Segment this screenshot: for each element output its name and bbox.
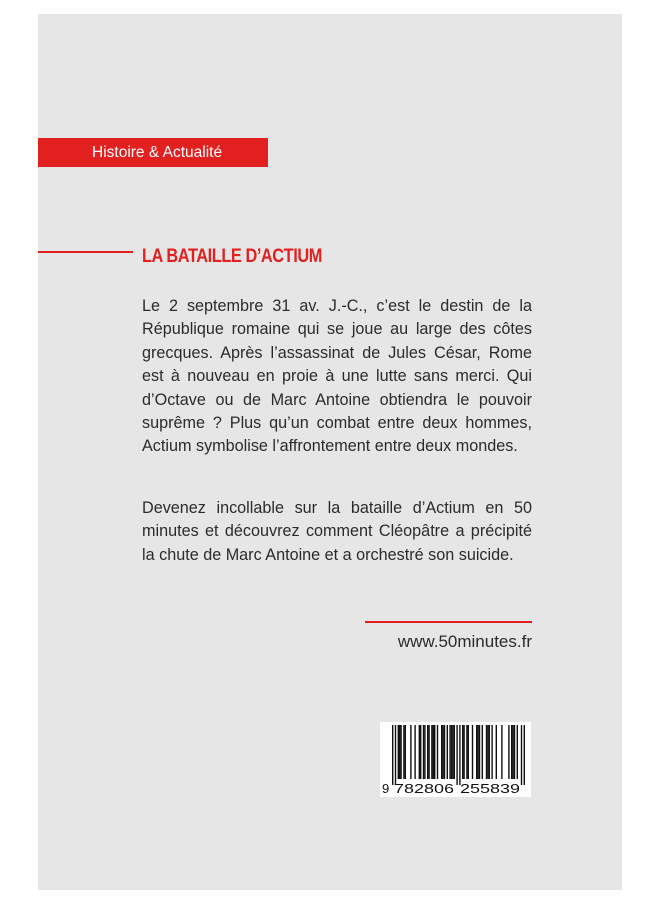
barcode-bar bbox=[447, 725, 448, 779]
barcode-bar bbox=[449, 725, 450, 779]
website-rule bbox=[365, 621, 532, 623]
barcode-bar bbox=[399, 725, 400, 779]
barcode-bars bbox=[392, 725, 525, 785]
barcode-bar bbox=[517, 725, 518, 779]
barcode-bar bbox=[451, 725, 452, 779]
summary-text-1: Le 2 septembre 31 av. J.-C., c’est le destin de la République romaine qui se joue au large des côtes grecques. Après l’assassinat de Jules César, Rome est à nouveau en proie à une lutte sans merci. Qui d’Octave ou de Marc Antoine obtiendra le pouvoir suprême ? Plus qu’un combat entre deux hommes, Actium symbolise l’affrontement entre deux mondes. bbox=[142, 297, 532, 456]
summary-paragraph-1 bbox=[142, 295, 532, 459]
barcode-bar bbox=[456, 725, 457, 785]
book-title: LA BATAILLE D’ACTIUM bbox=[142, 246, 322, 267]
barcode-bar bbox=[511, 725, 512, 779]
barcode-bar bbox=[472, 725, 473, 779]
barcode-bar bbox=[512, 725, 513, 779]
barcode-bar bbox=[452, 725, 453, 779]
website-link[interactable]: www.50minutes.fr bbox=[397, 632, 532, 651]
collection-band bbox=[38, 138, 268, 167]
barcode-bar bbox=[462, 725, 463, 779]
barcode-bar bbox=[420, 725, 421, 779]
barcode-bar bbox=[459, 725, 460, 785]
barcode-bar bbox=[428, 725, 429, 779]
barcode-bar bbox=[468, 725, 469, 779]
barcode-first-digit: 9 bbox=[382, 781, 390, 796]
barcode-bar bbox=[514, 725, 515, 779]
barcode-bar bbox=[437, 725, 438, 779]
barcode-bar bbox=[433, 725, 434, 779]
barcode-bar bbox=[414, 725, 415, 779]
barcode-bar bbox=[496, 725, 497, 779]
summary-paragraph-2 bbox=[142, 497, 532, 567]
barcode-bar bbox=[491, 725, 492, 779]
barcode-left-digits: 782806 bbox=[394, 781, 454, 796]
barcode-bar bbox=[476, 725, 477, 779]
barcode-bar bbox=[521, 725, 522, 785]
isbn-barcode bbox=[380, 722, 531, 797]
barcode-bar bbox=[508, 725, 509, 779]
barcode-bar bbox=[444, 725, 445, 779]
barcode-bar bbox=[487, 725, 488, 779]
collection-label: Histoire & Actualité bbox=[92, 144, 223, 161]
barcode-bar bbox=[524, 725, 525, 785]
barcode-bar bbox=[431, 725, 432, 779]
barcode-bar bbox=[489, 725, 490, 779]
barcode-right-digits: 255839 bbox=[460, 781, 520, 796]
barcode-bar bbox=[395, 725, 396, 785]
barcode-bar bbox=[477, 725, 478, 779]
barcode-bar bbox=[392, 725, 393, 785]
barcode-bar bbox=[423, 725, 424, 779]
barcode-bar bbox=[466, 725, 467, 779]
barcode-bar bbox=[442, 725, 443, 779]
barcode-graphic bbox=[380, 722, 531, 797]
barcode-bar bbox=[482, 725, 483, 779]
barcode-bar bbox=[486, 725, 487, 779]
barcode-bar bbox=[410, 725, 411, 779]
barcode-bar bbox=[403, 725, 404, 779]
barcode-bar bbox=[398, 725, 399, 779]
summary-text-2: Devenez incollable sur la bataille d’Actium en 50 minutes et découvrez comment Cléopâtre a précipité la chute de Marc Antoine et a orchestré son suicide. bbox=[142, 499, 532, 564]
barcode-bar bbox=[427, 725, 428, 779]
barcode-bar bbox=[441, 725, 442, 779]
barcode-bar bbox=[424, 725, 425, 779]
barcode-bar bbox=[434, 725, 435, 779]
barcode-bar bbox=[405, 725, 406, 779]
barcode-bar bbox=[501, 725, 502, 779]
barcode-bar bbox=[463, 725, 464, 779]
barcode-bar bbox=[454, 725, 455, 779]
barcode-bar bbox=[400, 725, 401, 779]
barcode-bar bbox=[419, 725, 420, 779]
barcode-bar bbox=[479, 725, 480, 779]
title-rule bbox=[38, 251, 133, 253]
